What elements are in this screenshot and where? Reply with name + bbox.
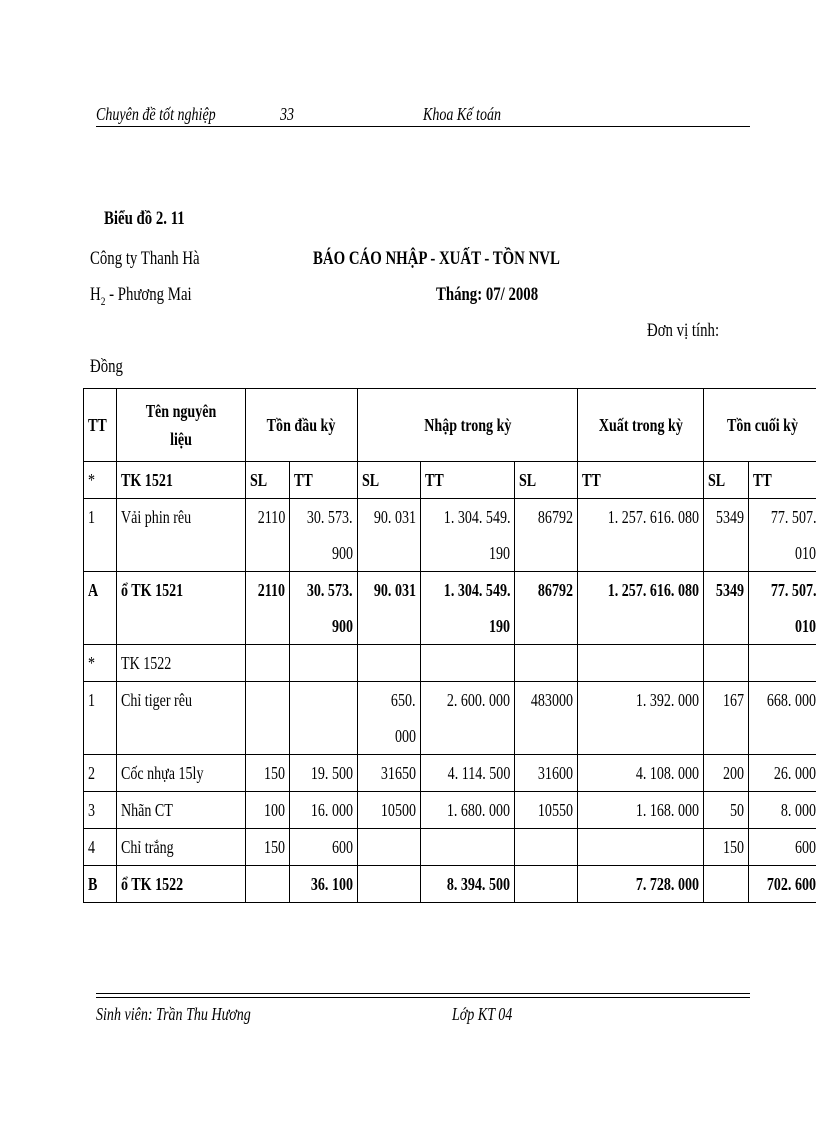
cell: 1 [84, 682, 117, 755]
report-month: Tháng: 07/ 2008 [436, 284, 539, 305]
cell: 1. 392. 000 [578, 682, 704, 755]
cell: Chỉ trắng [117, 829, 246, 866]
cell: 36. 100 [290, 866, 358, 903]
cell: 16. 000 [290, 792, 358, 829]
col-import: Nhập trong kỳ [357, 389, 578, 462]
table-row [84, 755, 816, 792]
cell: 3 [84, 792, 117, 829]
header-row [84, 389, 816, 462]
col-closing: Tồn cuối kỳ [704, 389, 816, 462]
cell: * [84, 462, 117, 499]
cell: 600 [749, 829, 816, 866]
cell: TK 1521 [117, 462, 246, 499]
cell: TK 1522 [117, 645, 246, 682]
cell: 4. 108. 000 [578, 755, 704, 792]
cell: 86792 [515, 499, 578, 572]
cell: Chỉ tiger rêu [117, 682, 246, 755]
table-row [84, 829, 816, 866]
cell: A [84, 572, 117, 645]
table-row [84, 499, 816, 572]
unit-value: Đồng [90, 356, 123, 377]
cell: ổ TK 1521 [117, 572, 246, 645]
cell: 650. 000 [357, 682, 420, 755]
cell: Nhãn CT [117, 792, 246, 829]
unit-label: Đơn vị tính: [647, 320, 720, 341]
cell: Vải phin rêu [117, 499, 246, 572]
cell: 30. 573. 900 [290, 572, 358, 645]
cell [578, 829, 704, 866]
company-name: Công ty Thanh Hà [90, 248, 200, 269]
cell: 19. 500 [290, 755, 358, 792]
cell: TT [290, 462, 358, 499]
cell: 1. 680. 000 [420, 792, 515, 829]
cell: 702. 600 [749, 866, 816, 903]
cell: 483000 [515, 682, 578, 755]
cell: 4 [84, 829, 117, 866]
cell: 150 [246, 829, 290, 866]
cell: 4. 114. 500 [420, 755, 515, 792]
cell: 50 [704, 792, 749, 829]
cell: TT [749, 462, 816, 499]
cell: 2110 [246, 499, 290, 572]
cell: 30. 573. 900 [290, 499, 358, 572]
cell: 150 [246, 755, 290, 792]
col-name: Tên nguyên liệu [117, 389, 246, 462]
report-title: BÁO CÁO NHẬP - XUẤT - TỒN NVL [313, 248, 560, 269]
subheader-row [84, 462, 816, 499]
cell [357, 829, 420, 866]
company-address: $H_2$ - Phương Mai [90, 284, 192, 308]
cell: ổ TK 1522 [117, 866, 246, 903]
cell: 90. 031 [357, 499, 420, 572]
cell: 150 [704, 829, 749, 866]
cell: 90. 031 [357, 572, 420, 645]
cell: 10550 [515, 792, 578, 829]
cell: 86792 [515, 572, 578, 645]
cell: * [84, 645, 117, 682]
cell: 1 [84, 499, 117, 572]
cell: 1. 257. 616. 080 [578, 499, 704, 572]
cell: 600 [290, 829, 358, 866]
cell: 167 [704, 682, 749, 755]
cell: 5349 [704, 572, 749, 645]
cell: SL [515, 462, 578, 499]
table-row [84, 792, 816, 829]
cell: 1. 304. 549. 190 [420, 572, 515, 645]
cell: 31600 [515, 755, 578, 792]
cell: 1. 168. 000 [578, 792, 704, 829]
cell: TT [420, 462, 515, 499]
cell: Cốc nhựa 15ly [117, 755, 246, 792]
table-row [84, 645, 816, 682]
cell: 7. 728. 000 [578, 866, 704, 903]
cell: SL [246, 462, 290, 499]
figure-title: Biểu đồ 2. 11 [104, 208, 185, 229]
cell: 1. 257. 616. 080 [578, 572, 704, 645]
cell: 200 [704, 755, 749, 792]
cell: 100 [246, 792, 290, 829]
cell: TT [578, 462, 704, 499]
cell [515, 829, 578, 866]
cell: 668. 000 [749, 682, 816, 755]
col-opening: Tồn đầu kỳ [246, 389, 358, 462]
cell: 1. 304. 549. 190 [420, 499, 515, 572]
col-tt: TT [84, 389, 117, 462]
cell: B [84, 866, 117, 903]
cell: 26. 000 [749, 755, 816, 792]
footer-student: Sinh viên: Trần Thu Hương [96, 1004, 251, 1024]
cell: 8. 000 [749, 792, 816, 829]
cell: 10500 [357, 792, 420, 829]
footer-rule [96, 997, 750, 998]
cell: 31650 [357, 755, 420, 792]
cell: 77. 507. 010 [749, 499, 816, 572]
cell: 2. 600. 000 [420, 682, 515, 755]
cell: 5349 [704, 499, 749, 572]
table-row [84, 682, 816, 755]
inventory-report-table [83, 388, 816, 903]
cell: 2 [84, 755, 117, 792]
cell: 77. 507. 010 [749, 572, 816, 645]
footer-rule [96, 993, 750, 994]
cell: 8. 394. 500 [420, 866, 515, 903]
table-row [84, 572, 816, 645]
cell [420, 829, 515, 866]
table-row [84, 866, 816, 903]
cell: 2110 [246, 572, 290, 645]
col-export: Xuất trong kỳ [578, 389, 704, 462]
footer-class: Lớp KT 04 [452, 1004, 513, 1024]
cell: SL [704, 462, 749, 499]
cell: SL [357, 462, 420, 499]
page-header: Chuyên đề tốt nghiệp 33 Khoa Kế toán [96, 100, 750, 127]
